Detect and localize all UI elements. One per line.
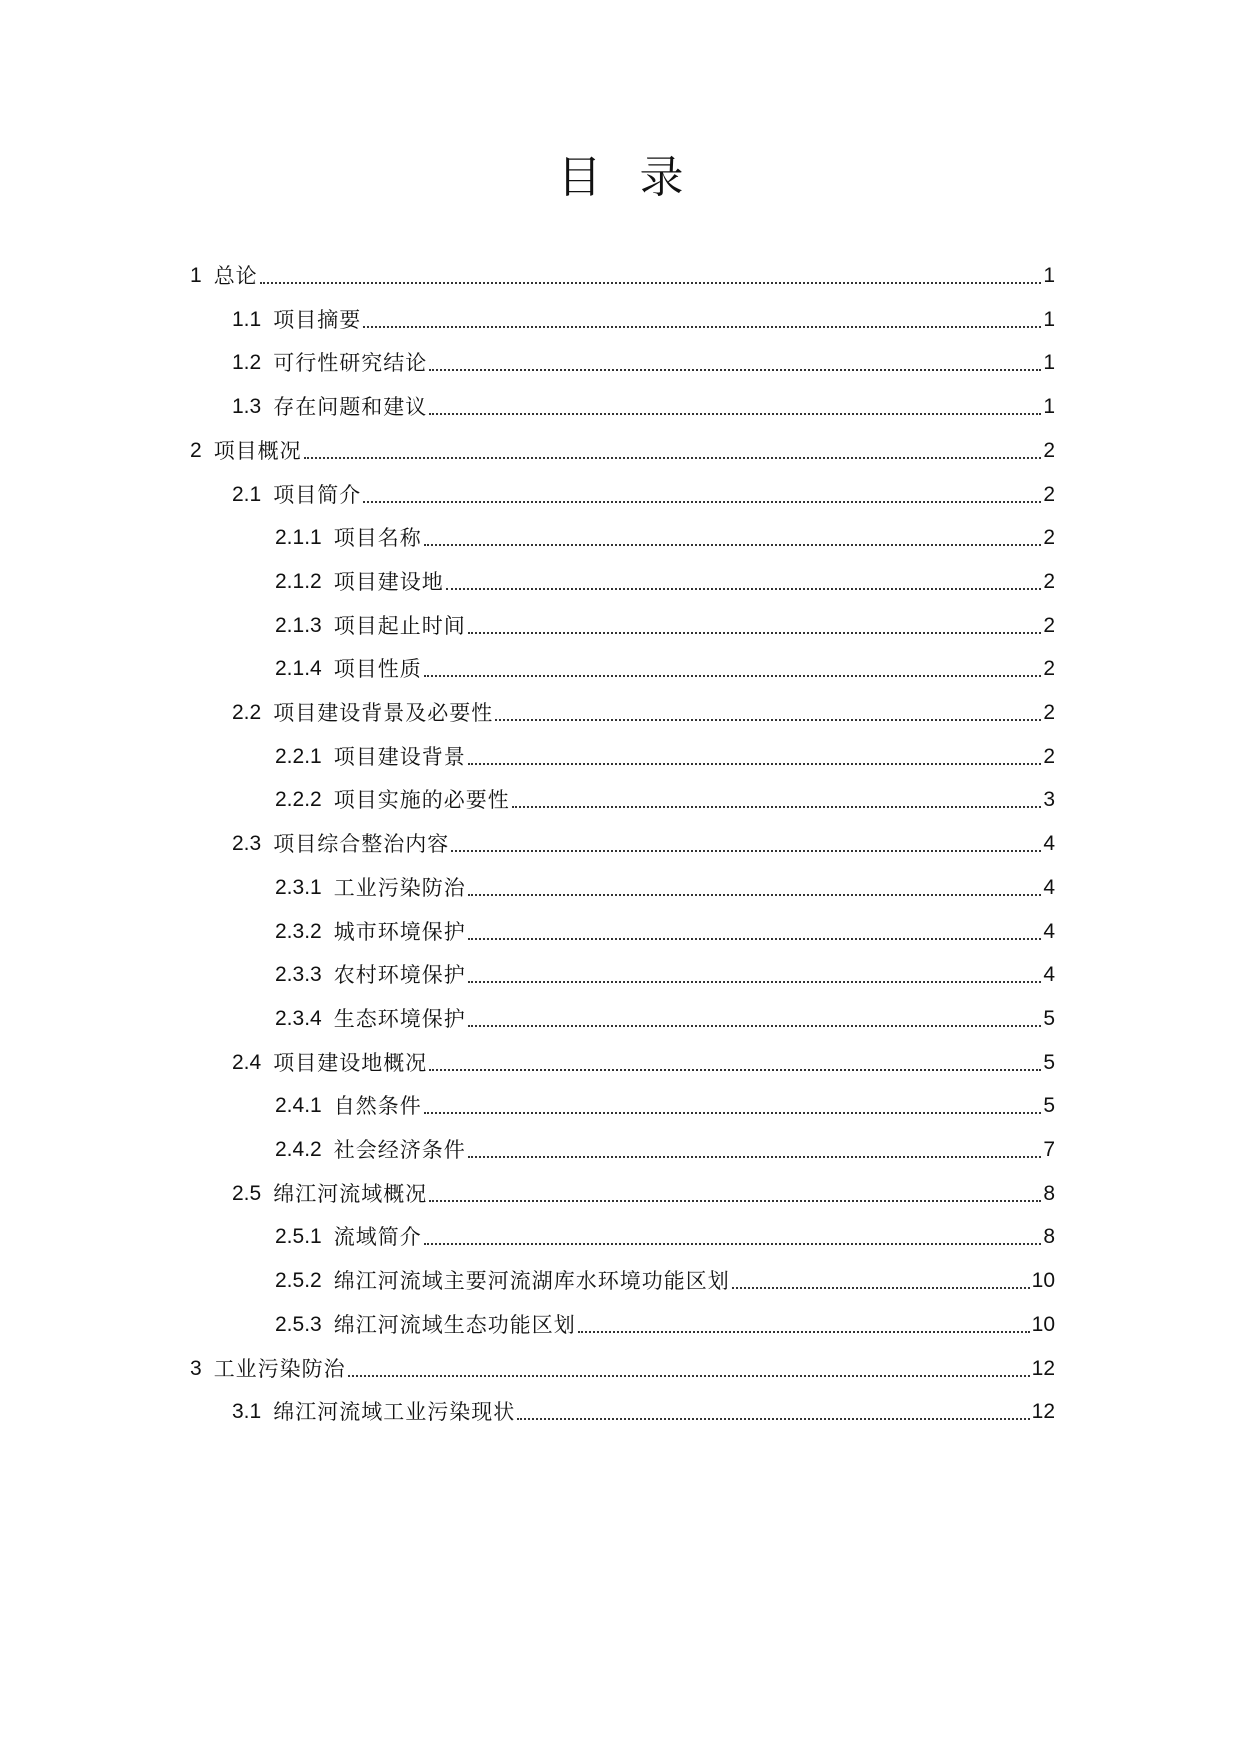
toc-leader-dots	[424, 1243, 1042, 1245]
toc-entry-number: 2	[190, 439, 202, 462]
toc-entry[interactable]	[275, 520, 1055, 552]
page-title: 目录	[557, 152, 722, 203]
toc-entry-title: 项目实施的必要性	[333, 788, 510, 812]
toc-leader-dots	[468, 632, 1042, 634]
toc-entry-page: 12	[1031, 1400, 1055, 1423]
toc-leader-dots	[468, 981, 1042, 983]
toc-entry-title: 绵江河流域主要河流湖库水环境功能区划	[333, 1269, 730, 1293]
toc-leader-dots	[468, 1156, 1042, 1158]
toc-entry-number: 2.1.2	[275, 570, 322, 593]
toc-entry[interactable]	[275, 782, 1055, 814]
toc-entry[interactable]	[232, 1394, 1055, 1426]
toc-entry-number: 3	[190, 1357, 202, 1380]
toc-entry-page: 2	[1043, 701, 1055, 724]
toc-entry-page: 2	[1043, 657, 1055, 680]
toc-entry-title: 项目建设地	[333, 570, 444, 594]
toc-leader-dots	[468, 894, 1042, 896]
toc-entry[interactable]	[232, 345, 1055, 377]
toc-entry[interactable]	[232, 389, 1055, 421]
toc-entry-number: 2.1.1	[275, 526, 322, 549]
toc-leader-dots	[424, 544, 1042, 546]
toc-entry-number: 2.3	[232, 832, 262, 855]
toc-entry[interactable]	[275, 1307, 1055, 1339]
toc-entry-page: 5	[1043, 1051, 1055, 1074]
toc-entry-page: 1	[1043, 351, 1055, 374]
toc-entry-page: 2	[1043, 526, 1055, 549]
toc-leader-dots	[732, 1287, 1030, 1289]
toc-entry-number: 2.4.2	[275, 1138, 322, 1161]
toc-leader-dots	[429, 369, 1041, 371]
toc-entry-page: 10	[1031, 1313, 1055, 1336]
toc-entry[interactable]	[275, 1132, 1055, 1164]
toc-entry-title: 项目建设地概况	[273, 1051, 428, 1075]
toc-entry-number: 1.3	[232, 395, 262, 418]
toc-entry-number: 2.4	[232, 1051, 262, 1074]
toc-leader-dots	[260, 282, 1042, 284]
toc-entry-title: 项目建设背景	[333, 745, 466, 769]
toc-entry[interactable]	[275, 651, 1055, 683]
toc-entry-page: 2	[1043, 483, 1055, 506]
toc-entry-number: 2.5.1	[275, 1225, 322, 1248]
toc-leader-dots	[429, 413, 1041, 415]
toc-entry-title: 项目性质	[333, 657, 422, 681]
toc-entry-title: 总论	[213, 264, 258, 288]
toc-entry-page: 2	[1043, 439, 1055, 462]
toc-leader-dots	[512, 806, 1042, 808]
toc-entry-title: 工业污染防治	[333, 876, 466, 900]
toc-entry-number: 1.1	[232, 308, 262, 331]
toc-entry-page: 3	[1043, 788, 1055, 811]
toc-entry[interactable]	[232, 1045, 1055, 1077]
toc-entry[interactable]	[232, 1176, 1055, 1208]
toc-entry-number: 2.1.3	[275, 614, 322, 637]
toc-entry-page: 5	[1043, 1007, 1055, 1030]
toc-entry-title: 可行性研究结论	[273, 351, 428, 375]
toc-leader-dots	[578, 1331, 1030, 1333]
toc-entry[interactable]	[275, 1088, 1055, 1120]
toc-entry-page: 4	[1043, 920, 1055, 943]
toc-leader-dots	[363, 326, 1041, 328]
toc-entry-title: 流域简介	[333, 1225, 422, 1249]
toc-entry-page: 5	[1043, 1094, 1055, 1117]
toc-entry[interactable]	[232, 302, 1055, 334]
toc-entry-number: 2.1	[232, 483, 262, 506]
toc-entry-title: 自然条件	[333, 1094, 422, 1118]
toc-entry[interactable]	[232, 826, 1055, 858]
toc-leader-dots	[424, 675, 1042, 677]
toc-leader-dots	[429, 1200, 1041, 1202]
toc-entry-page: 1	[1043, 308, 1055, 331]
toc-entry[interactable]	[232, 477, 1055, 509]
toc-entry-title: 绵江河流域概况	[273, 1182, 428, 1206]
toc-entry-number: 2.3.1	[275, 876, 322, 899]
toc-entry[interactable]	[275, 1001, 1055, 1033]
toc-entry-title: 存在问题和建议	[273, 395, 428, 419]
toc-entry[interactable]	[275, 914, 1055, 946]
toc-leader-dots	[348, 1375, 1030, 1377]
toc-entry-page: 1	[1043, 264, 1055, 287]
toc-leader-dots	[304, 457, 1042, 459]
toc-leader-dots	[451, 850, 1041, 852]
toc-entry-number: 2.3.2	[275, 920, 322, 943]
toc-entry-page: 4	[1043, 963, 1055, 986]
toc-entry-title: 项目摘要	[273, 308, 362, 332]
toc-entry-number: 2.4.1	[275, 1094, 322, 1117]
toc-leader-dots	[363, 501, 1041, 503]
toc-entry[interactable]	[275, 739, 1055, 771]
toc-entry[interactable]	[275, 870, 1055, 902]
toc-entry-number: 2.5	[232, 1182, 262, 1205]
toc-entry-number: 2.2.1	[275, 745, 322, 768]
toc-entry-number: 1	[190, 264, 202, 287]
toc-entry-title: 社会经济条件	[333, 1138, 466, 1162]
toc-entry-title: 项目概况	[213, 439, 302, 463]
toc-entry-number: 2.3.3	[275, 963, 322, 986]
toc-leader-dots	[468, 1025, 1042, 1027]
toc-entry-number: 3.1	[232, 1400, 262, 1423]
toc-entry-title: 项目综合整治内容	[273, 832, 450, 856]
toc-entry[interactable]	[275, 957, 1055, 989]
toc-leader-dots	[468, 938, 1042, 940]
toc-entry[interactable]	[190, 258, 1055, 290]
toc-entry-number: 1.2	[232, 351, 262, 374]
toc-entry-number: 2.3.4	[275, 1007, 322, 1030]
toc-entry[interactable]	[275, 608, 1055, 640]
toc-entry-page: 2	[1043, 570, 1055, 593]
toc-entry-number: 2.5.2	[275, 1269, 322, 1292]
toc-entry[interactable]	[190, 433, 1055, 465]
toc-entry-title: 城市环境保护	[333, 920, 466, 944]
toc-entry-title: 项目建设背景及必要性	[273, 701, 494, 725]
toc-leader-dots	[468, 763, 1042, 765]
toc-entry-number: 2.2	[232, 701, 262, 724]
toc-leader-dots	[517, 1418, 1029, 1420]
toc-entry-page: 12	[1031, 1357, 1055, 1380]
toc-entry-number: 2.2.2	[275, 788, 322, 811]
toc-entry[interactable]	[190, 1351, 1055, 1383]
toc-entry-title: 项目简介	[273, 483, 362, 507]
toc-entry-title: 农村环境保护	[333, 963, 466, 987]
toc-entry[interactable]	[275, 564, 1055, 596]
toc-entry-number: 2.5.3	[275, 1313, 322, 1336]
toc-entry-page: 1	[1043, 395, 1055, 418]
toc-leader-dots	[424, 1112, 1042, 1114]
toc-entry-title: 项目起止时间	[333, 614, 466, 638]
toc-leader-dots	[495, 719, 1041, 721]
toc-entry[interactable]	[275, 1219, 1055, 1251]
toc-entry-title: 绵江河流域生态功能区划	[333, 1313, 576, 1337]
toc-entry-page: 2	[1043, 745, 1055, 768]
toc-entry[interactable]	[275, 1263, 1055, 1295]
toc-entry-page: 8	[1043, 1182, 1055, 1205]
toc-entry-page: 7	[1043, 1138, 1055, 1161]
toc-leader-dots	[429, 1069, 1041, 1071]
toc-leader-dots	[446, 588, 1042, 590]
toc-entry[interactable]	[232, 695, 1055, 727]
toc-entry-page: 4	[1043, 876, 1055, 899]
toc-entry-number: 2.1.4	[275, 657, 322, 680]
toc-entry-page: 4	[1043, 832, 1055, 855]
toc-entry-title: 绵江河流域工业污染现状	[273, 1400, 516, 1424]
toc-entry-page: 8	[1043, 1225, 1055, 1248]
toc-entry-title: 项目名称	[333, 526, 422, 550]
toc-entry-title: 生态环境保护	[333, 1007, 466, 1031]
toc-entry-title: 工业污染防治	[213, 1357, 346, 1381]
toc-entry-page: 10	[1031, 1269, 1055, 1292]
toc-entry-page: 2	[1043, 614, 1055, 637]
